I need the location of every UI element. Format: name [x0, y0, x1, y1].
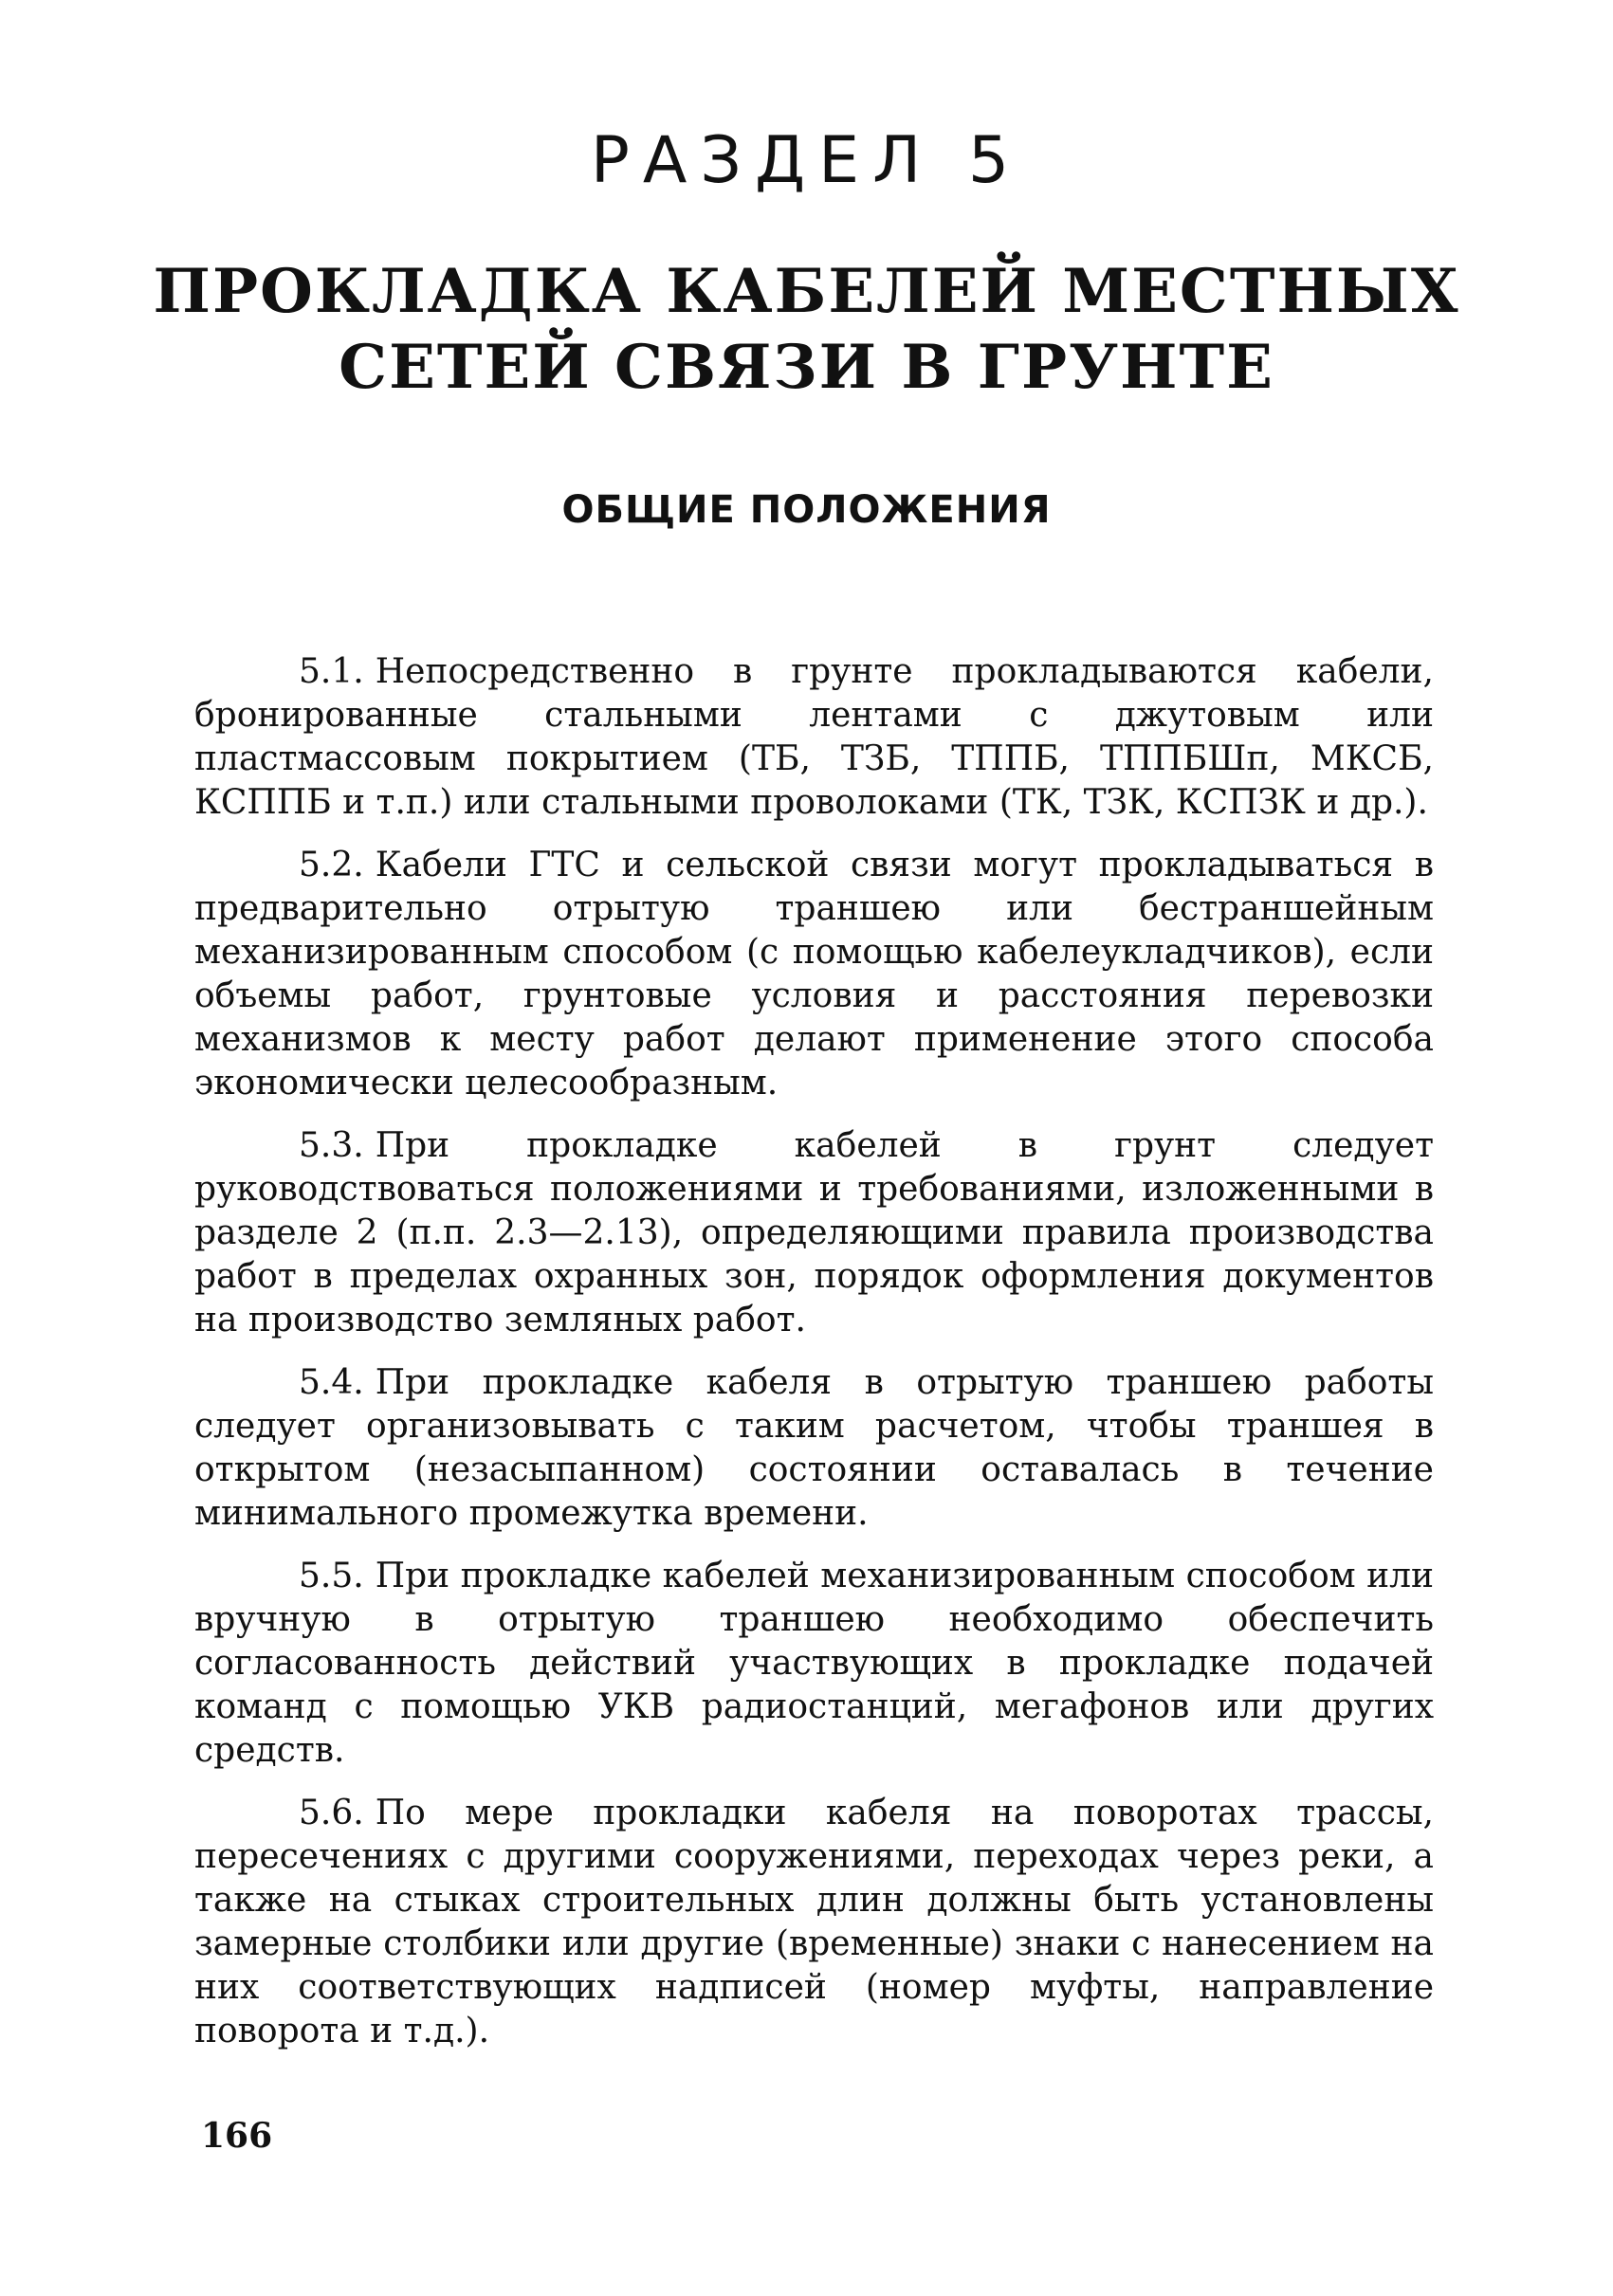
section-title-line-2: СЕТЕЙ СВЯЗИ В ГРУНТЕ	[339, 332, 1274, 403]
paragraph-text: Кабели ГТС и сельской связи могут прокладываться в предварительно отрытую траншею или бестраншейным механизированным способом (с помощью кабелеукладчиков), если объемы работ, грунтовые условия и расстояния перевозки механизмов к месту работ делают применение этого способа экономически целесообразным.	[194, 846, 1434, 1102]
paragraph-5-1	[194, 650, 1434, 825]
paragraph-text: При прокладке кабелей механизированным способом или вручную в отрытую траншею необходимо обеспечить согласованность действий участвующих в прокладке подачей команд с помощью УКВ радиостанций, мегафонов или других средств.	[194, 1557, 1434, 1770]
paragraph-number: 5.3.	[299, 1126, 364, 1165]
section-subtitle: ОБЩИЕ ПОЛОЖЕНИЯ	[561, 488, 1052, 532]
paragraph-5-4	[194, 1361, 1434, 1536]
body-text	[194, 650, 1434, 2072]
paragraph-number: 5.5.	[299, 1557, 364, 1595]
paragraph-text: По мере прокладки кабеля на поворотах трассы, пересечениях с другими сооружениями, переходах через реки, а также на стыках строительных длин должны быть установлены замерные столбики или другие (временные) знаки с нанесением на них соответствующих надписей (номер муфты, направление поворота и т.д.).	[194, 1794, 1434, 2050]
paragraph-text: Непосредственно в грунте прокладываются кабели, бронированные стальными лентами с джутовым или пластмассовым покрытием (ТБ, ТЗБ, ТППБ, ТППБШп, МКСБ, КСППБ и т.п.) или стальными проволоками (ТК, ТЗК, КСПЗК и др.).	[194, 652, 1434, 822]
paragraph-text: При прокладке кабелей в грунт следует руководствоваться положениями и требованиями, изложенными в разделе 2 (п.п. 2.3—2.13), определяющими правила производства работ в пределах охранных зон, порядок оформления документов на производство земляных работ.	[194, 1126, 1434, 1339]
paragraph-5-2	[194, 844, 1434, 1105]
paragraph-number: 5.2.	[299, 846, 364, 884]
paragraph-number: 5.6.	[299, 1794, 364, 1832]
section-title-line-1: ПРОКЛАДКА КАБЕЛЕЙ МЕСТНЫХ	[153, 256, 1460, 327]
page-number: 166	[201, 2116, 273, 2156]
paragraph-5-3	[194, 1124, 1434, 1342]
paragraph-number: 5.4.	[299, 1363, 364, 1402]
paragraph-5-5	[194, 1555, 1434, 1773]
section-title	[0, 254, 1613, 406]
paragraph-text: При прокладке кабеля в отрытую траншею работы следует организовывать с таким расчетом, чтобы траншея в открытом (незасыпанном) состоянии оставалась в течение минимального промежутка времени.	[194, 1363, 1434, 1533]
section-label: РАЗДЕЛ 5	[590, 123, 1023, 198]
paragraph-number: 5.1.	[299, 652, 364, 691]
paragraph-5-6	[194, 1792, 1434, 2053]
